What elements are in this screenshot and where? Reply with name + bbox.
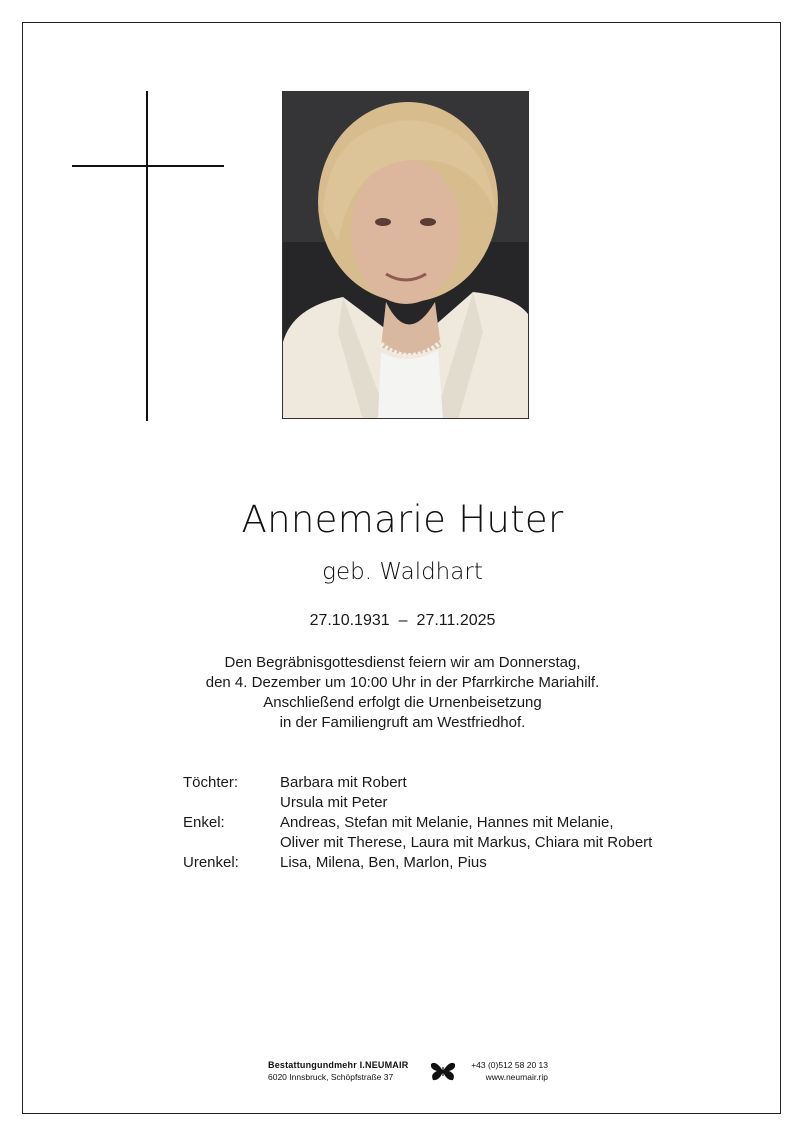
ceremony-line: den 4. Dezember um 10:00 Uhr in der Pfarrkirche Mariahilf. bbox=[205, 674, 600, 691]
footer-address: 6020 Innsbruck, Schöpfstraße 37 bbox=[268, 1072, 394, 1082]
birth-date: 27.10.1931 bbox=[309, 612, 390, 629]
footer-address-block bbox=[268, 1059, 408, 1083]
butterfly-icon bbox=[430, 1060, 456, 1082]
ceremony-text bbox=[0, 653, 805, 733]
footer-contact-block bbox=[462, 1059, 548, 1083]
date-separator: – bbox=[398, 612, 408, 629]
maiden-name: geb. Waldhart bbox=[322, 559, 483, 585]
family-label: Töchter: bbox=[183, 774, 239, 791]
footer-website[interactable]: www.neumair.rip bbox=[485, 1072, 548, 1082]
family-row-great-grandchildren bbox=[183, 853, 700, 873]
family-label: Enkel: bbox=[183, 814, 225, 831]
family-label: Urenkel: bbox=[183, 854, 239, 871]
cross-horizontal-bar bbox=[72, 165, 224, 167]
funeral-home-footer bbox=[268, 1059, 553, 1085]
family-line: Barbara mit Robert bbox=[280, 774, 407, 791]
life-dates bbox=[0, 612, 805, 630]
family-row-grandchildren bbox=[183, 813, 700, 853]
deceased-name: Annemarie Huter bbox=[241, 498, 564, 541]
ceremony-line: Den Begräbnisgottesdienst feiern wir am Donnerstag, bbox=[224, 654, 581, 671]
family-line: Ursula mit Peter bbox=[280, 794, 388, 811]
ceremony-line: in der Familiengruft am Westfriedhof. bbox=[279, 714, 526, 731]
footer-phone: +43 (0)512 58 20 13 bbox=[471, 1060, 548, 1070]
ceremony-line: Anschließend erfolgt die Urnenbeisetzung bbox=[263, 694, 542, 711]
portrait-illustration bbox=[283, 92, 529, 419]
portrait-photo bbox=[282, 91, 529, 419]
cross-vertical-bar bbox=[146, 91, 148, 421]
family-line: Lisa, Milena, Ben, Marlon, Pius bbox=[280, 854, 487, 871]
death-date: 27.11.2025 bbox=[416, 612, 496, 629]
family-names bbox=[280, 813, 700, 853]
family-line: Andreas, Stefan mit Melanie, Hannes mit Melanie, bbox=[280, 814, 614, 831]
family-list bbox=[183, 773, 700, 873]
family-names bbox=[280, 773, 700, 813]
family-line: Oliver mit Therese, Laura mit Markus, Chiara mit Robert bbox=[280, 834, 653, 851]
family-row-daughters bbox=[183, 773, 700, 813]
family-names bbox=[280, 853, 700, 873]
footer-brand: Bestattungundmehr I.NEUMAIR bbox=[268, 1060, 409, 1070]
